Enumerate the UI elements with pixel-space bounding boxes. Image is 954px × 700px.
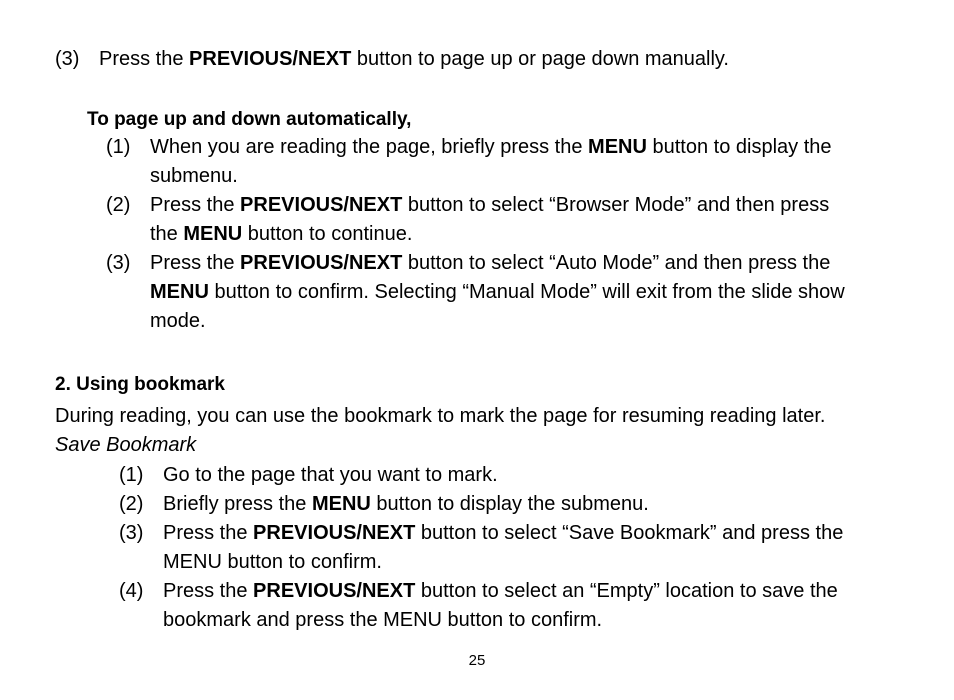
auto-step-3-number: (3): [106, 252, 131, 274]
bookmark-step-4-number: (4): [119, 580, 144, 602]
bookmark-step-3-line1: Press the PREVIOUS/NEXT button to select “Save Bookmark” and press the: [163, 522, 844, 544]
bookmark-step-2-line1: Briefly press the MENU button to display the submenu.: [163, 493, 649, 515]
bookmark-step-4-line1: Press the PREVIOUS/NEXT button to select an “Empty” location to save the: [163, 580, 838, 602]
auto-step-1-number: (1): [106, 136, 131, 158]
auto-step-3-line3: mode.: [150, 310, 206, 332]
save-bookmark-subheading: Save Bookmark: [55, 434, 197, 456]
page-number: 25: [468, 652, 486, 669]
auto-step-2-line2: the MENU button to continue.: [150, 223, 413, 245]
bookmark-step-2-number: (2): [119, 493, 144, 515]
auto-step-2-line1: Press the PREVIOUS/NEXT button to select “Browser Mode” and then press: [150, 194, 830, 216]
auto-step-3-line2: MENU button to confirm. Selecting “Manual Mode” will exit from the slide show: [150, 281, 845, 303]
bookmark-step-3-line2: MENU button to confirm.: [163, 551, 382, 573]
section-heading: 2. Using bookmark: [55, 374, 225, 395]
bookmark-step-1-line1: Go to the page that you want to mark.: [163, 464, 498, 486]
auto-step-2-number: (2): [106, 194, 131, 216]
section-intro: During reading, you can use the bookmark to mark the page for resuming reading later.: [55, 405, 826, 427]
auto-step-1-line2: submenu.: [150, 165, 238, 187]
auto-step-3-line1: Press the PREVIOUS/NEXT button to select “Auto Mode” and then press the: [150, 252, 831, 274]
step-number: (3): [55, 48, 80, 70]
auto-step-1-line1: When you are reading the page, briefly press the MENU button to display the: [150, 136, 832, 158]
bookmark-step-1-number: (1): [119, 464, 144, 486]
previous-next-label: PREVIOUS/NEXT: [189, 48, 352, 70]
manual-step-3-text: Press the PREVIOUS/NEXT button to page up or page down manually.: [99, 48, 729, 70]
bookmark-step-4-line2: bookmark and press the MENU button to confirm.: [163, 609, 603, 631]
bookmark-step-3-number: (3): [119, 522, 144, 544]
manual-step-3: [55, 45, 79, 74]
auto-heading: To page up and down automatically,: [87, 109, 412, 130]
